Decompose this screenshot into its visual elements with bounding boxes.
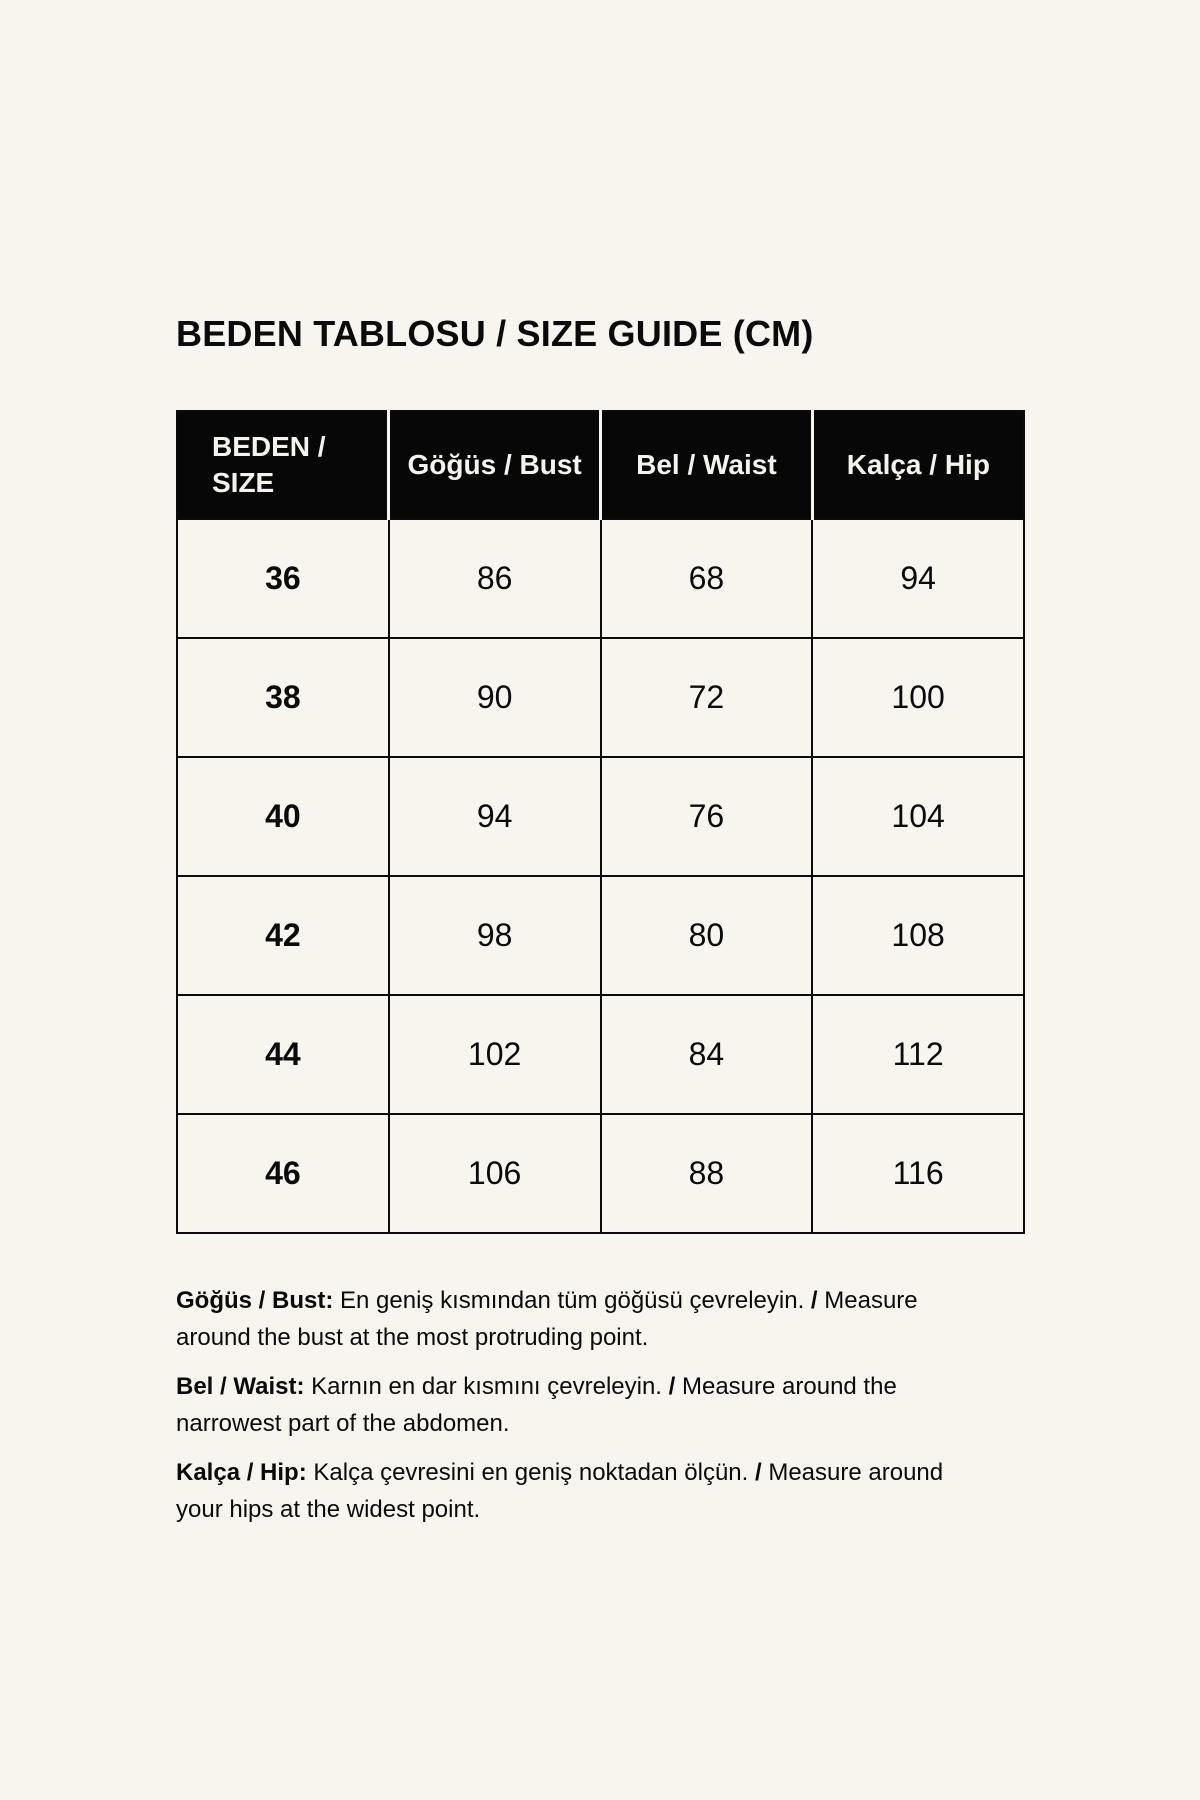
header-cell-waist: Bel / Waist (601, 411, 813, 519)
cell-bust: 86 (389, 519, 601, 638)
header-size-line2: SIZE (212, 467, 275, 499)
cell-bust: 106 (389, 1114, 601, 1233)
cell-hip: 116 (812, 1114, 1024, 1233)
cell-bust: 90 (389, 638, 601, 757)
header-cell-hip: Kalça / Hip (812, 411, 1024, 519)
note-hip-turkish: Kalça çevresini en geniş noktadan ölçün. (313, 1459, 749, 1487)
table-header (177, 411, 1024, 519)
header-cell-bust: Göğüs / Bust (389, 411, 601, 519)
note-waist-turkish: Karnın en dar kısmını çevreleyin. (311, 1373, 662, 1401)
note-hip (176, 1454, 996, 1528)
table-body (177, 519, 1024, 1233)
table-row (177, 995, 1024, 1114)
cell-size: 40 (177, 757, 389, 876)
table-row (177, 519, 1024, 638)
cell-hip: 94 (812, 519, 1024, 638)
header-cell-size (177, 411, 389, 519)
note-bust-turkish: En geniş kısmından tüm göğüsü çevreleyin. (340, 1287, 805, 1315)
note-hip-english: Measure around your hips at the widest point. (176, 1459, 944, 1524)
cell-hip: 112 (812, 995, 1024, 1114)
cell-waist: 76 (601, 757, 813, 876)
measurement-notes (176, 1282, 996, 1528)
size-guide-table (176, 410, 1025, 1234)
table-row (177, 638, 1024, 757)
cell-size: 36 (177, 519, 389, 638)
cell-size: 42 (177, 876, 389, 995)
cell-waist: 80 (601, 876, 813, 995)
table-row (177, 876, 1024, 995)
table-row (177, 757, 1024, 876)
note-hip-label: Kalça / Hip: (176, 1459, 307, 1487)
note-bust-label: Göğüs / Bust: (176, 1287, 334, 1315)
note-waist-english: Measure around the narrowest part of the abdomen. (176, 1373, 897, 1438)
note-bust (176, 1282, 996, 1356)
cell-bust: 94 (389, 757, 601, 876)
cell-size: 46 (177, 1114, 389, 1233)
cell-waist: 68 (601, 519, 813, 638)
cell-bust: 98 (389, 876, 601, 995)
note-waist (176, 1368, 996, 1442)
cell-waist: 88 (601, 1114, 813, 1233)
cell-size: 38 (177, 638, 389, 757)
header-size-line1: BEDEN / (212, 430, 326, 462)
note-waist-separator: / (668, 1373, 676, 1401)
cell-hip: 100 (812, 638, 1024, 757)
cell-hip: 108 (812, 876, 1024, 995)
note-bust-english: Measure around the bust at the most protruding point. (176, 1287, 918, 1352)
cell-bust: 102 (389, 995, 601, 1114)
table-row (177, 1114, 1024, 1233)
cell-hip: 104 (812, 757, 1024, 876)
cell-waist: 72 (601, 638, 813, 757)
note-hip-separator: / (755, 1459, 762, 1487)
note-bust-separator: / (810, 1287, 818, 1315)
page-title: BEDEN TABLOSU / SIZE GUIDE (CM) (176, 313, 814, 354)
header-row (177, 411, 1024, 519)
cell-waist: 84 (601, 995, 813, 1114)
cell-size: 44 (177, 995, 389, 1114)
note-waist-label: Bel / Waist: (176, 1373, 305, 1401)
